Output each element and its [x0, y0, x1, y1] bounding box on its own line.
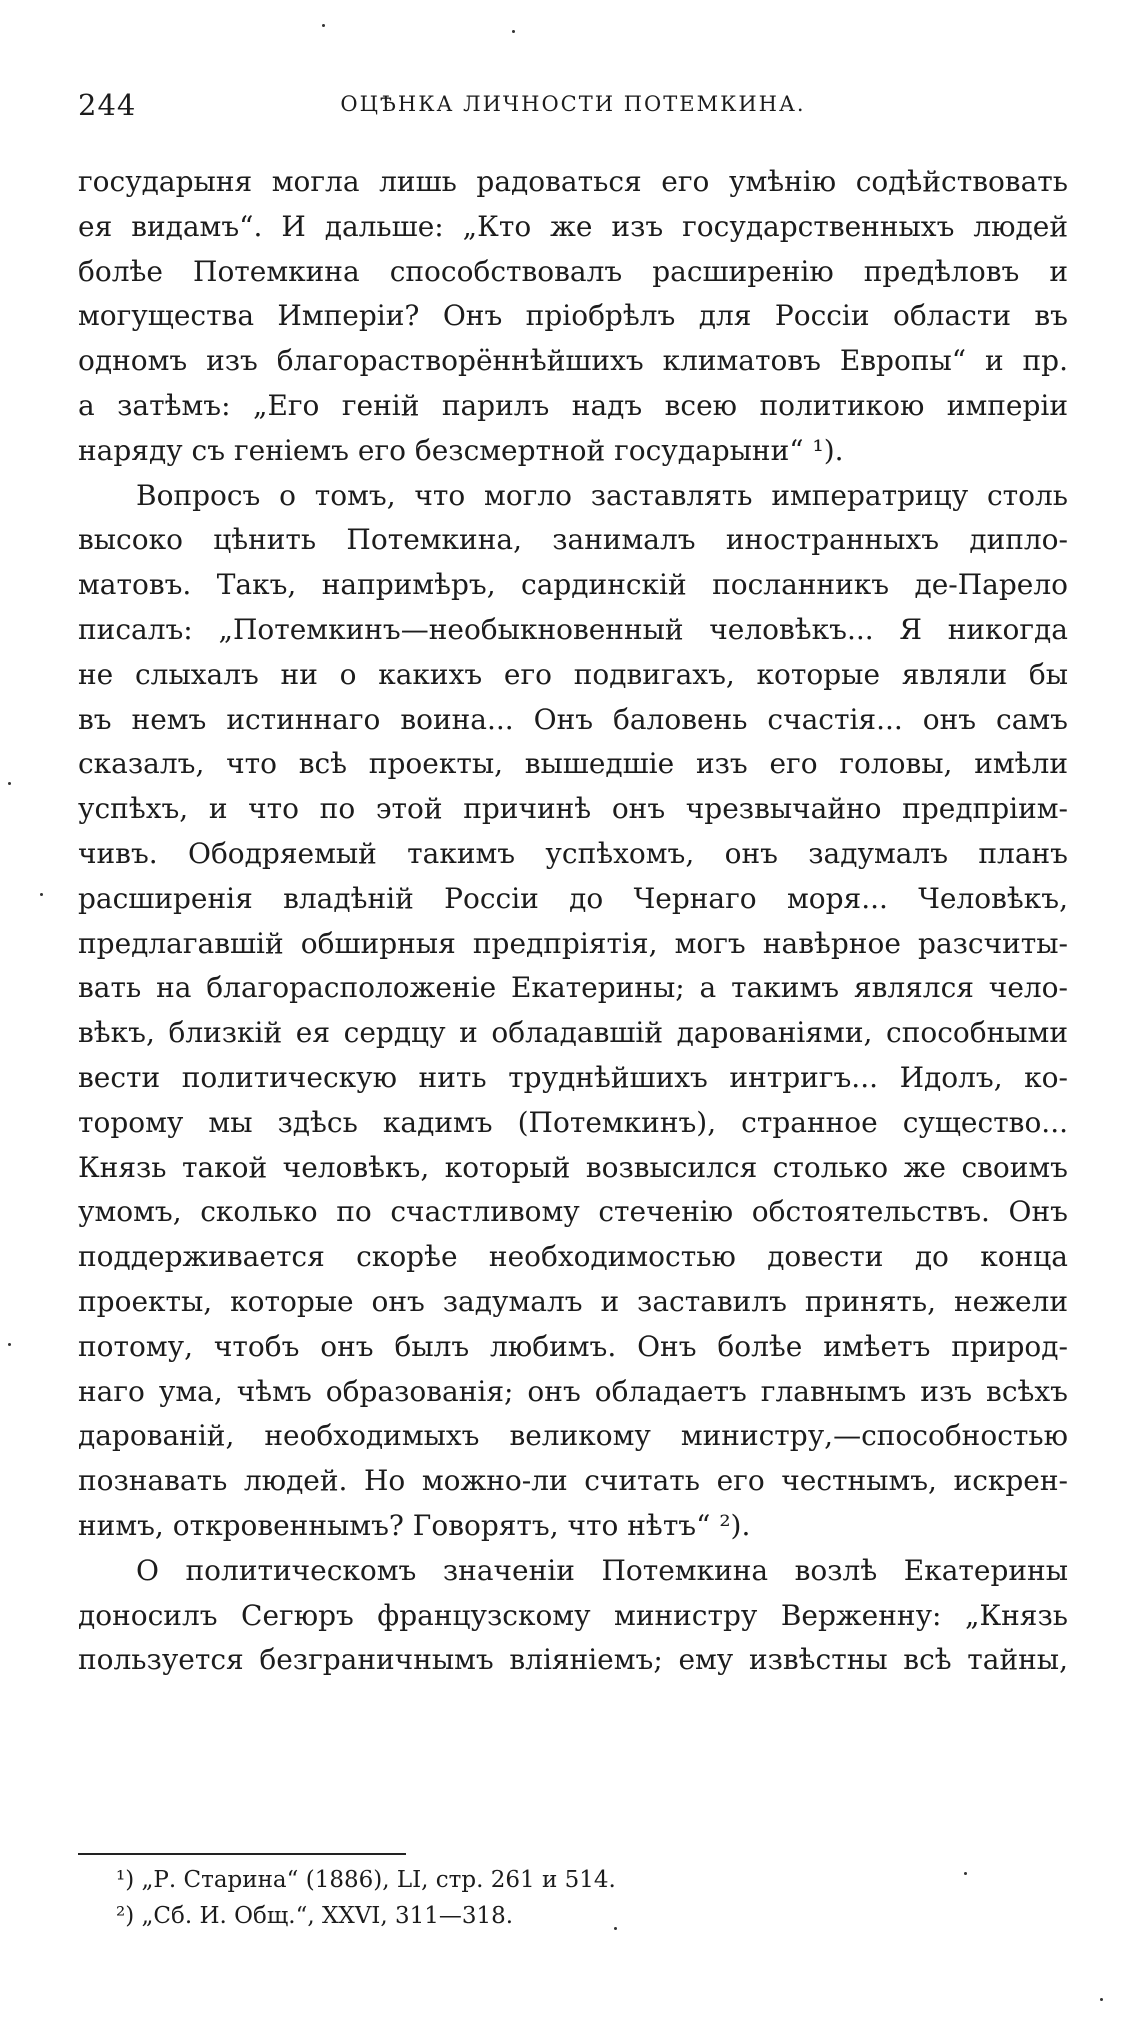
- scan-speck: [8, 1343, 11, 1346]
- text-line: наряду съ геніемъ его безсмертной государыни“ ¹).: [78, 433, 844, 467]
- body-text: [78, 160, 1068, 1683]
- text-line: сказалъ, что всѣ проекты, вышедшіе изъ его головы, имѣли: [78, 747, 1068, 781]
- text-line: матовъ. Такъ, напримѣръ, сардинскій посланникъ де-Парело: [78, 568, 1068, 602]
- text-line: не слыхалъ ни о какихъ его подвигахъ, которые являли бы: [78, 657, 1068, 691]
- text-line: расширенія владѣній Россіи до Чернаго моря... Человѣкъ,: [78, 881, 1068, 915]
- text-line: предлагавшій обширныя предпріятія, могъ навѣрное разсчиты-: [78, 926, 1068, 960]
- text-line: государыня могла лишь радоваться его умѣнію содѣйствовать: [78, 165, 1068, 198]
- text-line: познавать людей. Но можно-ли считать его честнымъ, искрен-: [78, 1464, 1068, 1498]
- scan-speck: [40, 893, 43, 896]
- text-line: О политическомъ значеніи Потемкина возлѣ Екатерины: [136, 1553, 1068, 1587]
- footnote-1: ¹) „Р. Старина“ (1886), LI, стр. 261 и 514.: [116, 1867, 616, 1893]
- page-header: [78, 88, 1068, 128]
- text-line: доносилъ Сегюръ французскому министру Верженну: „Князь: [78, 1598, 1068, 1632]
- scan-speck: [1100, 1998, 1103, 2001]
- text-line: умомъ, сколько по счастливому стеченію обстоятельствъ. Онъ: [78, 1195, 1068, 1229]
- text-line: высоко цѣнить Потемкина, занималъ иностранныхъ дипло-: [78, 523, 1068, 557]
- text-line: вести политическую нить труднѣйшихъ интригъ... Идолъ, ко-: [78, 1060, 1068, 1094]
- text-line: одномъ изъ благорастворённѣйшихъ климатовъ Европы“ и пр.: [78, 344, 1068, 378]
- scan-speck: [614, 1927, 617, 1930]
- footnote-2: ²) „Сб. И. Общ.“, XXVI, 311—318.: [116, 1903, 514, 1929]
- text-line: потому, чтобъ онъ былъ любимъ. Онъ болѣе имѣетъ природ-: [78, 1329, 1068, 1363]
- page-number: 244: [78, 88, 137, 122]
- text-line: писалъ: „Потемкинъ—необыкновенный человѣкъ... Я никогда: [78, 612, 1068, 646]
- text-line: дарованій, необходимыхъ великому министру,—способностью: [78, 1419, 1068, 1453]
- scan-speck: [512, 30, 515, 33]
- scan-speck: [322, 24, 325, 27]
- scan-speck: [964, 1872, 967, 1875]
- scan-speck: [8, 782, 11, 785]
- footnotes: [116, 1862, 1016, 1934]
- text-line: въ немъ истиннаго воина... Онъ баловень счастія... онъ самъ: [78, 702, 1068, 736]
- text-line: чивъ. Ободряемый такимъ успѣхомъ, онъ задумалъ планъ: [78, 836, 1068, 870]
- text-line: а затѣмъ: „Его геній парилъ надъ всею политикою имперіи: [78, 388, 1068, 422]
- text-line: нимъ, откровеннымъ? Говорятъ, что нѣтъ“ ²).: [78, 1508, 751, 1542]
- text-line: Князь такой человѣкъ, который возвысился столько же своимъ: [78, 1150, 1068, 1184]
- text-line: проекты, которые онъ задумалъ и заставилъ принять, нежели: [78, 1284, 1068, 1318]
- text-line: торому мы здѣсь кадимъ (Потемкинъ), странное существо...: [78, 1105, 1068, 1139]
- text-line: успѣхъ, и что по этой причинѣ онъ чрезвычайно предпріим-: [78, 792, 1068, 826]
- text-line: Вопросъ о томъ, что могло заставлять императрицу столь: [136, 478, 1068, 512]
- text-line: вать на благорасположеніе Екатерины; а такимъ являлся чело-: [78, 971, 1068, 1005]
- text-line: пользуется безграничнымъ вліяніемъ; ему извѣстны всѣ тайны,: [78, 1643, 1068, 1677]
- footnote-divider: [78, 1853, 406, 1855]
- text-line: наго ума, чѣмъ образованія; онъ обладаетъ главнымъ изъ всѣхъ: [78, 1374, 1068, 1408]
- text-line: вѣкъ, близкій ея сердцу и обладавшій дарованіями, способными: [78, 1016, 1068, 1050]
- text-line: ея видамъ“. И дальше: „Кто же изъ государственныхъ людей: [78, 209, 1068, 243]
- text-line: могущества Имперіи? Онъ пріобрѣлъ для Россіи области въ: [78, 299, 1068, 333]
- running-title: ОЦѢНКА ЛИЧНОСТИ ПОТЕМКИНА.: [340, 92, 806, 116]
- text-line: болѣе Потемкина способствовалъ расширенію предѣловъ и: [78, 254, 1068, 288]
- text-line: поддерживается скорѣе необходимостью довести до конца: [78, 1240, 1068, 1274]
